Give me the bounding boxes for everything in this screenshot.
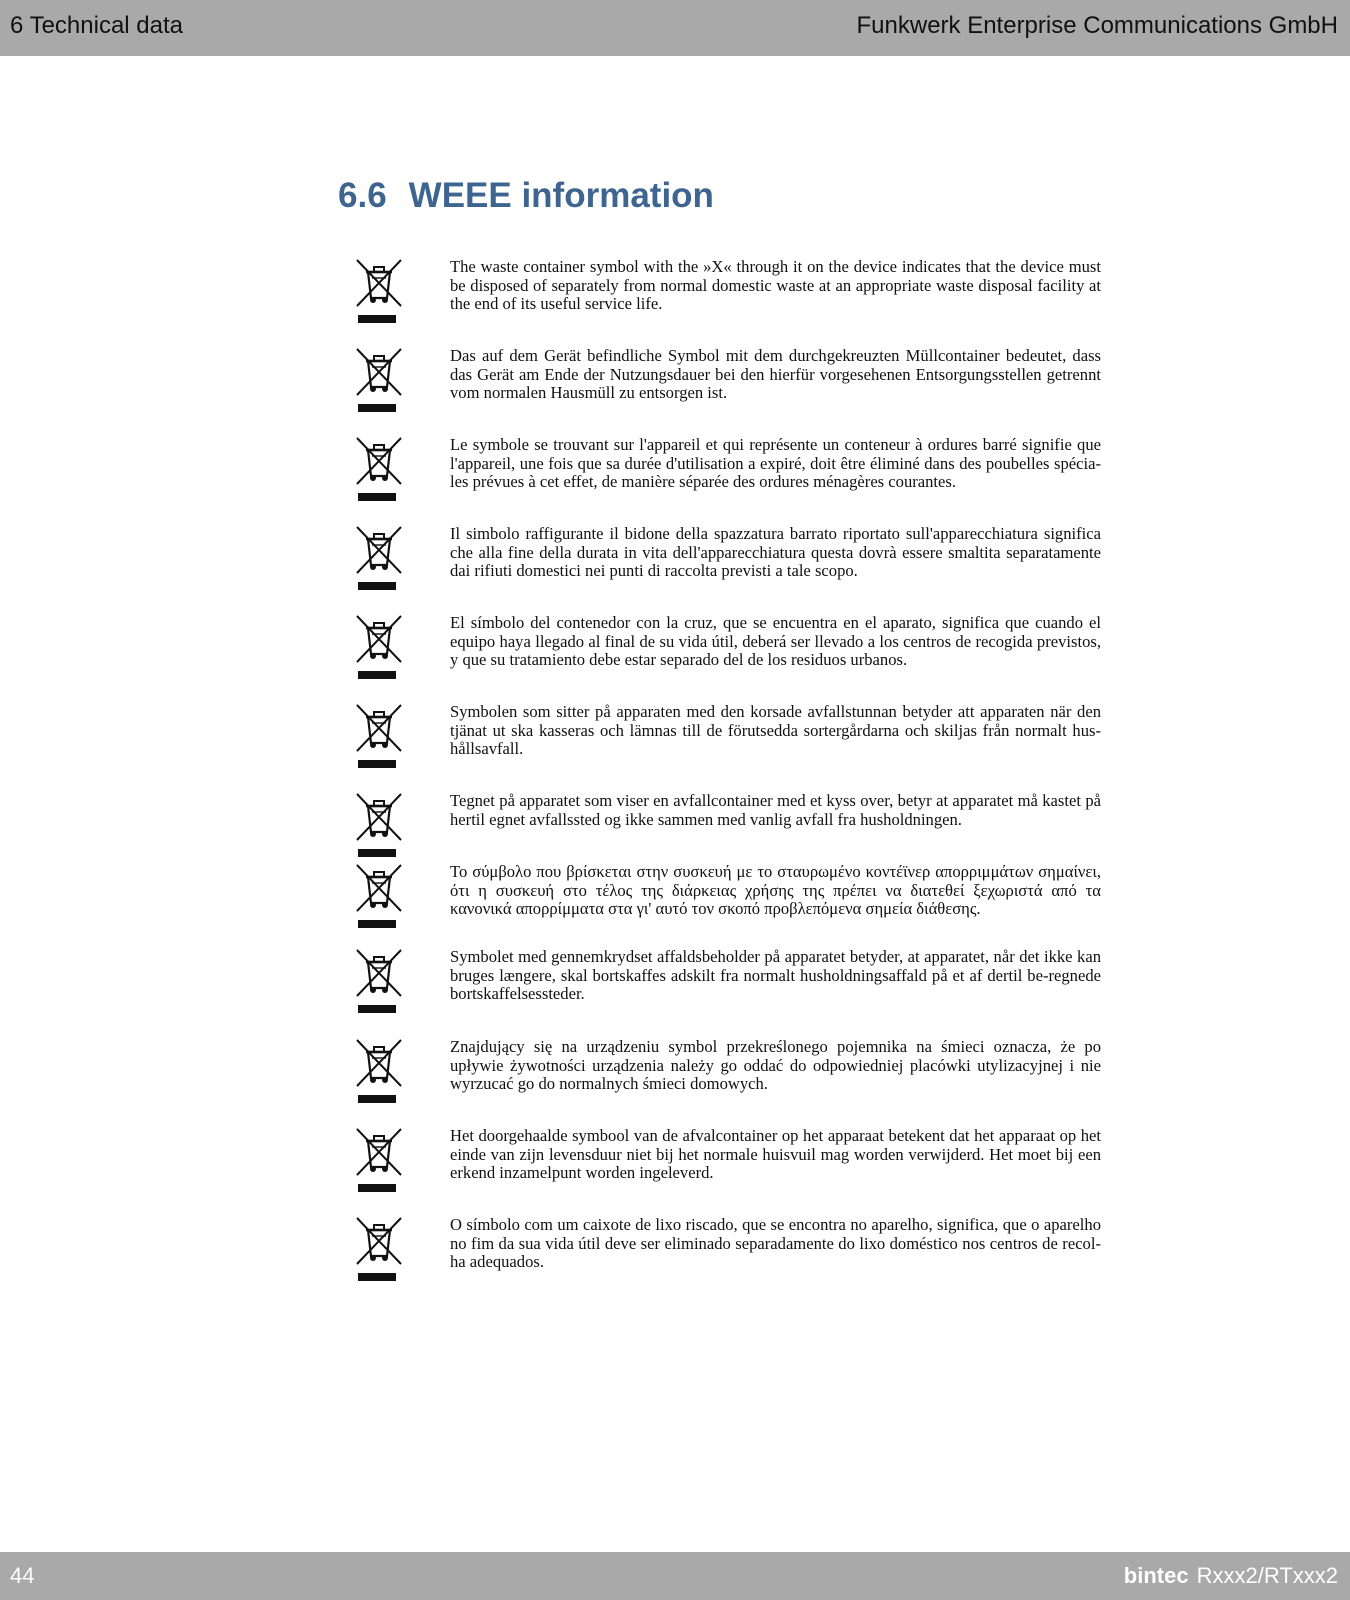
- section-title: WEEE information: [408, 176, 714, 215]
- weee-entry-text: Das auf dem Gerät befindliche Symbol mit dem durchgekreuzten Müllcontainer bedeutet, dass das Gerät am Ende der Nutzungsdauer bei den hierfür vorgesehenen Entsorgungsstellen getrennt vom normalen Hausmüll zu entsorgen ist.: [450, 346, 1101, 402]
- weee-entry: [356, 862, 1101, 931]
- crossed-out-bin-icon: [356, 347, 402, 415]
- crossed-out-bin-icon: [356, 792, 402, 860]
- weee-entry: [356, 1126, 1101, 1195]
- weee-entry: [356, 1215, 1101, 1284]
- crossed-out-bin-icon: [356, 258, 402, 326]
- weee-entry-text: Il simbolo raffigurante il bidone della spazzatura barrato riportato sull'apparecchiatura significa che alla fine della durata in vita dell'apparecchiatura questa dovrà essere smaltita separatamente dai rifiuti domestici nei punti di raccolta previsti a tale scopo.: [450, 524, 1101, 580]
- weee-entry-text: Tegnet på apparatet som viser en avfallcontainer med et kyss over, betyr at apparatet må kastet på hertil egnet avfallssted og ikke sammen med vanlig avfall fra husholdningen.: [450, 791, 1101, 829]
- weee-entry: [356, 613, 1101, 682]
- crossed-out-bin-icon: [356, 1216, 402, 1284]
- weee-entry-text: Het doorgehaalde symbool van de afvalcontainer op het apparaat betekent dat het apparaat op het einde van zijn levensduur niet bij het normale huisvuil mag worden verwijderd. Het moet bij een erkend inzamelpunt worden ingeleverd.: [450, 1126, 1101, 1182]
- weee-entry-text: Symbolet med gennemkrydset affaldsbeholder på apparatet betyder, at apparatet, når det ikke kan bruges længere, skal bortskaffes adskilt fra normalt husholdningsaffald på et af dertil be-regnede bortskaffelsessteder.: [450, 947, 1101, 1003]
- weee-entry: [356, 1037, 1101, 1106]
- section-heading: [338, 176, 714, 216]
- weee-entry-text: Το σύμβολο που βρίσκεται στην συσκευή με το σταυρωμένο κοντέϊνερ απορριμμάτων σημαίνει, ότι η συσκευή στο τέλος της διάρκειας χρήσης της πρέπει να διατεθεί ξεχωριστά από τα κανονικά απορρίμματα στα γι' αυτό τον σκοπό προβλεπόμενα σημεία διάθεσης.: [450, 862, 1101, 918]
- weee-entry: [356, 791, 1101, 860]
- weee-entry-text: Symbolen som sitter på apparaten med den korsade avfallstunnan betyder att apparaten när den tjänat ut ska kasseras och lämnas till de förutsedda sortergårdarna och skiljas från normalt hus-hållsavfall.: [450, 702, 1101, 758]
- weee-entry-text: Le symbole se trouvant sur l'appareil et qui représente un conteneur à ordures barré signifie que l'appareil, une fois que sa durée d'utilisation a expiré, doit être éliminé dans des poubelles spécia-les prévues à cet effet, de manière séparée des ordures ménagères courantes.: [450, 435, 1101, 491]
- weee-entry: [356, 435, 1101, 504]
- weee-entry: [356, 947, 1101, 1016]
- product-label: [1124, 1563, 1338, 1589]
- crossed-out-bin-icon: [356, 614, 402, 682]
- company-name: Funkwerk Enterprise Communications GmbH: [856, 12, 1338, 39]
- weee-entry: [356, 346, 1101, 415]
- weee-entry-text: Znajdujący się na urządzeniu symbol przekreślonego pojemnika na śmieci oznacza, że po upływie żywotności urządzenia należy go oddać do odpowiedniej placówki utylizacyjnej i nie wyrzucać go do normalnych śmieci domowych.: [450, 1037, 1101, 1093]
- section-number: 6.6: [338, 176, 387, 215]
- crossed-out-bin-icon: [356, 1038, 402, 1106]
- weee-entry-text: El símbolo del contenedor con la cruz, que se encuentra en el aparato, significa que cuando el equipo haya llegado al final de su vida útil, deberá ser llevado a los centros de recogida previstos, y que su tratamiento debe estar separado del de los residuos urbanos.: [450, 613, 1101, 669]
- weee-entry: [356, 702, 1101, 771]
- page-header: [0, 0, 1350, 56]
- crossed-out-bin-icon: [356, 525, 402, 593]
- weee-entry: [356, 524, 1101, 593]
- crossed-out-bin-icon: [356, 948, 402, 1016]
- page-number: 44: [10, 1563, 35, 1588]
- crossed-out-bin-icon: [356, 863, 402, 931]
- model-name: Rxxx2/RTxxx2: [1196, 1563, 1338, 1588]
- weee-entry-text: The waste container symbol with the »X« through it on the device indicates that the device must be disposed of separately from normal domestic waste at an appropriate waste disposal facility at the end of its useful service life.: [450, 257, 1101, 313]
- brand-name: bintec: [1123, 1563, 1189, 1588]
- chapter-title: 6 Technical data: [10, 12, 184, 39]
- crossed-out-bin-icon: [356, 1127, 402, 1195]
- weee-entry-text: O símbolo com um caixote de lixo riscado, que se encontra no aparelho, significa, que o aparelho no fim da sua vida útil deve ser eliminado separadamente do lixo doméstico nos centros de recol-ha adequados.: [450, 1215, 1101, 1271]
- crossed-out-bin-icon: [356, 703, 402, 771]
- page-footer: [0, 1552, 1350, 1600]
- crossed-out-bin-icon: [356, 436, 402, 504]
- weee-entry: [356, 257, 1101, 326]
